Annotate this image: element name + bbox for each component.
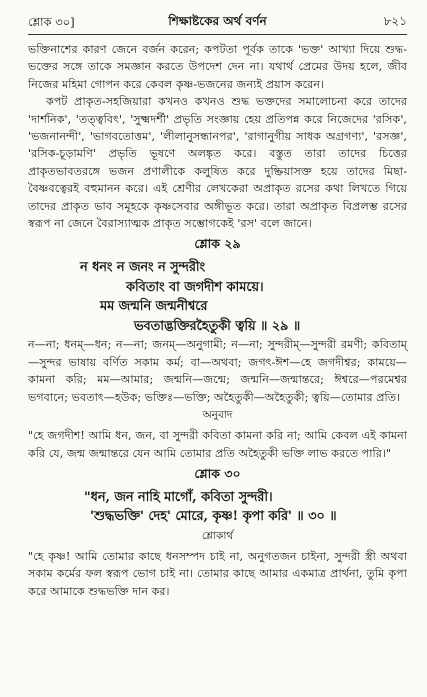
sloka-30-translation: "হে কৃষ্ণ! আমি তোমার কাছে ধনসম্পদ চাই না, অনুগতজন চাইনা, সুন্দরী স্ত্রী অথবা সকাম কর্মের ফল স্বরূপ ভোগ চাই না। তোমার কাছে আমার একমাত্র প্রার্থনা, তুমি কৃপা করে আমাকে শুদ্ধভক্তি দান কর। bbox=[28, 549, 407, 598]
sloka-30-line-2: 'শুদ্ধভক্তি' দেহ' মোরে, কৃষ্ণ! কৃপা করি' ॥ ৩০ ॥ bbox=[90, 509, 337, 525]
sloka-29-line-2: কবিতাং বা জগদীশ কাময়ে। bbox=[126, 279, 264, 295]
sloka-29-line-3: মম জন্মনি জন্মনীশ্বরে bbox=[100, 299, 208, 315]
sloka-29-word-meanings: ন—না; ধনম্—ধন; ন—না; জনম্—অনুগামী; ন—না; সুন্দরীম্—সুন্দরী রমণী; কবিতাম্—সুন্দর ভাষায় বর্ণিত সকাম কর্ম; বা—অথবা; জগৎ-ঈশ—হে জগদীশ্বর; কাময়ে—কামনা করি; মম—আমার; জন্মনি—জন্মে; জন্মনি—জন্মান্তরে; ঈশ্বরে—পরমেশ্বর ভগবানে; ভবতাৎ—হউক; ভক্তিঃ—ভক্তি; অহৈতুকী—অহৈতুকী; ত্বয়ি—তোমার প্রতি। bbox=[28, 338, 407, 404]
sloka-29-line-4: ভবতাদ্ভক্তিরহৈতুকী ত্বয়ি ॥ ২৯ ॥ bbox=[134, 318, 301, 334]
header-page-number: ৮২১ bbox=[383, 14, 407, 28]
header-chapter-title: শিক্ষাষ্টকের অর্থ বর্ণন bbox=[168, 14, 267, 28]
header-rule bbox=[28, 34, 407, 35]
page-header bbox=[28, 12, 407, 32]
sloka-29-line-1: ন ধনং ন জনং ন সুন্দরীং bbox=[80, 260, 206, 276]
purport-paragraph-2: কপট প্রাকৃত-সহজিয়ারা কখনও কখনও শুদ্ধ ভক্তদের সমালোচনা করে তাদের 'দার্শনিক', 'তত্ত্ববিৎ', 'সুক্ষ্মদর্শী' প্রভৃতি সংজ্ঞায় হেয় প্রতিপন্ন করে নিজেদের 'রসিক', 'ভজনানন্দী', 'ভাগবতোত্তম', 'লীলানুসন্ধানপর', 'রাগানুগীয় সাধক অগ্রগণ্য', 'রসজ্ঞ', 'রসিক-চূড়ামণি' প্রভৃতি ভূষণে অলঙ্কৃত করে। বস্তুত তারা তাদের চিত্তের প্রাকৃতভাবতরঙ্গে ভজন প্রণালীকে কলুষিত করে দুষ্ক্রিয়াসক্ত হয়ে তাদের মিছা-বৈষ্ণবত্বেরই বহুমানন করে। এই শ্রেণীর লেখকেরা অপ্রাকৃত রসের কথা লিখতে গিয়ে তাদের প্রাকৃত ভাব সমূহকে কৃষ্ণসেবার অঙ্গীভূত করে। তারা অপ্রাকৃত বিপ্রলম্ভ রসের স্বরূপ না জেনে বৈরাস্যাত্মক প্রাকৃত সম্ভোগকেই 'রস' বলে জানে। bbox=[28, 95, 407, 231]
sloka-30-heading: শ্লোক ৩০ bbox=[194, 465, 241, 481]
sloka-30-line-1: "ধন, জন নাহি মাগোঁ, কবিতা সুন্দরী। bbox=[84, 489, 273, 505]
sloka-29-heading: শ্লোক ২৯ bbox=[194, 236, 241, 252]
sloka-29-translation-heading: অনুবাদ bbox=[202, 409, 233, 422]
sloka-29-translation: "হে জগদীশ! আমি ধন, জন, বা সুন্দরী কবিতা কামনা করি না; আমি কেবল এই কামনা করি যে, জন্ম জন্মান্তরে যেন আমি তোমার প্রতি অহৈতুকী ভক্তি লাভ করতে পারি।" bbox=[28, 429, 407, 460]
purport-paragraph-1: ভক্তিনাশের কারণ জেনে বর্জন করেন; কপটতা পূর্বক তাকে 'ভক্ত' আখ্যা দিয়ে শুদ্ধ-ভক্তের সঙ্গে তাকে সমজ্ঞান করতে উপদেশ দেন না। যথার্থ প্রেমের উদয় হলে, জীব নিজের মহিমা গোপন করে কেবল কৃষ্ণ-ভজনের জন্যই প্রয়াস করেন। bbox=[28, 43, 407, 91]
sloka-30-translation-heading: শ্লোকার্থ bbox=[201, 529, 234, 542]
header-verse-ref: শ্লোক ৩০] bbox=[28, 15, 75, 29]
